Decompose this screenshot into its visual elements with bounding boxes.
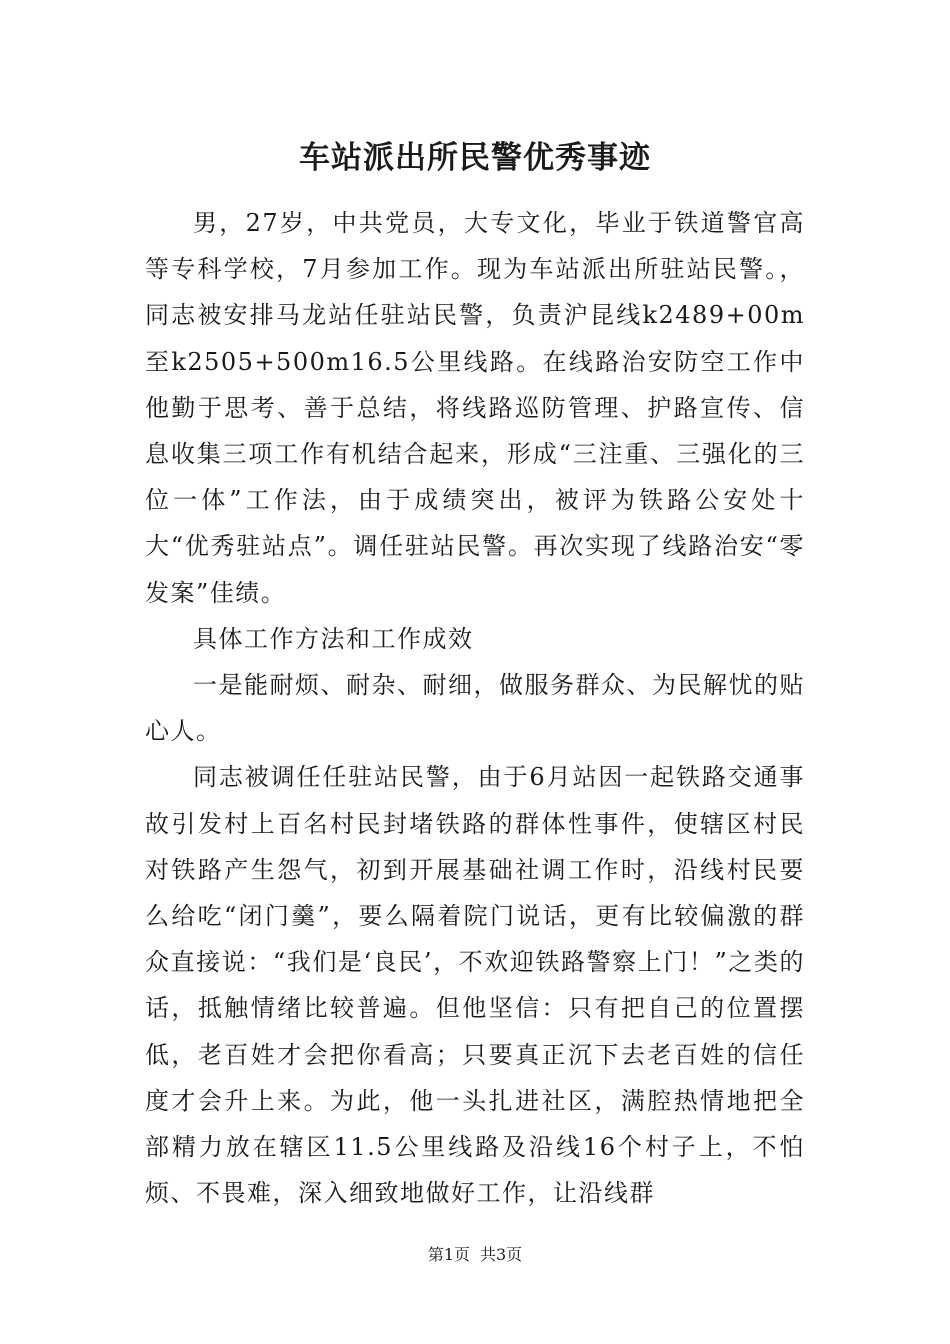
document-body bbox=[145, 200, 805, 1216]
paragraph-point-one: 一是能耐烦、耐杂、耐细，做服务群众、为民解忧的贴心人。 bbox=[145, 671, 805, 746]
document-title: 车站派出所民警优秀事迹 bbox=[299, 140, 651, 176]
page-footer bbox=[0, 1244, 950, 1266]
paragraph-detail: 同志被调任任驻站民警，由于6月站因一起铁路交通事故引发村上百名村民封堵铁路的群体性事件，使辖区村民对铁路产生怨气，初到开展基础社调工作时，沿线村民要么给吃“闭门羹”，要么隔着院门说话，更有比较偏激的群众直接说：“我们是‘良民’，不欢迎铁路警察上门！”之类的话，抵触情绪比较普遍。但他坚信：只有把自己的位置摆低，老百姓才会把你看高；只要真正沉下去老百姓的信任度才会升上来。为此，他一头扎进社区，满腔热情地把全部精力放在辖区11.5公里线路及沿线16个村子上，不怕烦、不畏难，深入细致地做好工作，让沿线群 bbox=[145, 763, 805, 1208]
paragraph-intro: 男，27岁，中共党员，大专文化，毕业于铁道警官高等专科学校，7月参加工作。现为车站派出所驻站民警。，同志被安排马龙站任驻站民警，负责沪昆线k2489+00m至k2505+500m16.5公里线路。在线路治安防空工作中他勤于思考、善于总结，将线路巡防管理、护路宣传、信息收集三项工作有机结合起来，形成“三注重、三强化的三位一体”工作法，由于成绩突出，被评为铁路公安处十大“优秀驻站点”。调任驻站民警。再次实现了线路治安“零发案”佳绩。 bbox=[145, 209, 805, 607]
page-total: 共3页 bbox=[480, 1245, 523, 1264]
page-number: 第1页 bbox=[427, 1245, 470, 1264]
paragraph-section-heading: 具体工作方法和工作成效 bbox=[193, 624, 474, 653]
